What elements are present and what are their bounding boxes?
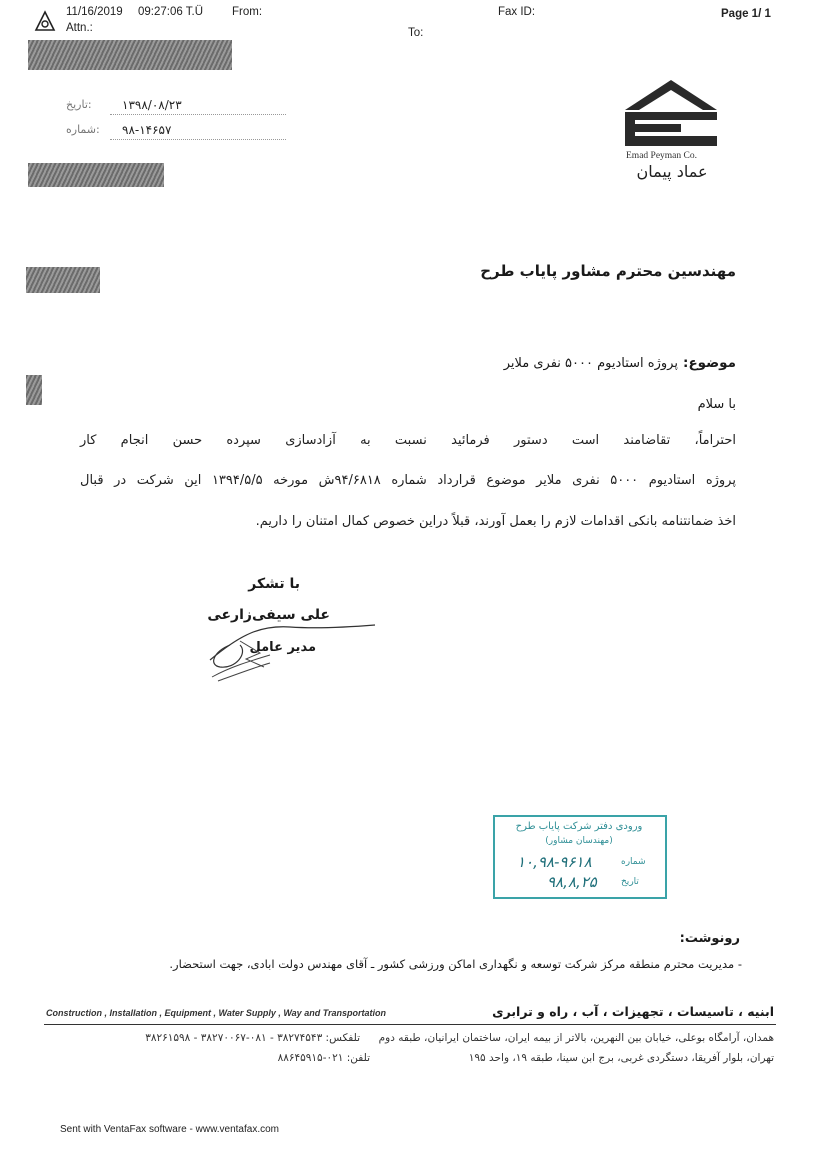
footer-divider [44,1024,776,1025]
fax-footer: Sent with VentaFax software - www.ventafax.com [60,1124,279,1135]
signature-closing: با تشکر [248,576,300,592]
company-logo-icon [625,80,717,150]
redacted-bar-4 [26,375,42,405]
greeting: با سلام [697,397,736,412]
cc-text: - مدیریت محترم منطقه مرکز شرکت توسعه و نگهداری اماکن ورزشی کشور ـ آقای مهندس دولت ابادی، جهت استحضار. [169,957,742,971]
stamp-date-value: ۹۸,۸,۲۵ [547,873,597,891]
letter-date-row [66,98,216,116]
footer-address-hamedan: همدان، آرامگاه بوعلی، خیابان بین النهرین، بالاتر از بیمه ایران، ساختمان ایرانیان، طبقه دوم [378,1032,774,1044]
footer-services-en: Construction , Installation , Equipment , Water Supply , Way and Transportation [46,1008,387,1018]
signature-name: علی سیفی‌زارعی [207,607,330,623]
letter-date-value: ۱۳۹۸/۰۸/۲۳ [122,98,182,112]
redacted-bar-3 [26,267,100,293]
handwritten-signature-icon [200,615,380,685]
fax-id-label: Fax ID: [498,6,536,18]
footer-phones-hamedan: تلفکس: ۳۸۲۷۴۵۴۳ - ۰۸۱-۳۸۲۷۰۰۶۷ - ۳۸۲۶۱۵۹۸ [145,1032,360,1044]
footer-services-fa: ابنیه ، تاسیسات ، تجهیزات ، آب ، راه و ترابری [492,1004,774,1019]
fax-date: 11/16/2019 [66,6,123,18]
stamp-line2: (مهندسان مشاور) [545,836,613,846]
cc-label: رونوشت: [679,931,740,946]
subject-line [380,352,736,371]
subject-text: پروژه استادیوم ۵۰۰۰ نفری ملایر [503,356,678,371]
letter-number-row [66,123,216,141]
stamp-line1: ورودی دفتر شرکت پایاب طرح [515,821,643,832]
subject-label: موضوع: [683,355,736,371]
fax-attn-label: Attn.: [66,22,93,34]
recipient-line: مهندسین محترم مشاور پایاب طرح [480,262,736,280]
company-name-en: Emad Peyman Co. [626,151,697,161]
company-name-fa: عماد پیمان [636,162,708,181]
footer-address-tehran: تهران، بلوار آفریقا، دستگردی غربی، برج ابن سینا، طبقه ۱۹، واحد ۱۹۵ [468,1052,774,1064]
fax-to-label: To: [408,27,424,39]
body-line-3: اخذ ضمانتنامه بانکی اقدامات لازم را بعمل آورند، قبلاً دراین خصوص کمال امتنان را داریم. [255,514,736,529]
fax-from-label: From: [232,6,263,18]
body-line-1: احتراماً، تقاضامند است دستور فرمائید نسبت به آزادسازی سپرده حسن انجام کار [80,433,736,448]
stamp-date-label: تاریخ [621,877,639,887]
letter-number-value: ۹۸-۱۴۶۵۷ [122,123,172,137]
footer-phone-tehran: تلفن: ۰۲۱-۸۸۶۴۵۹۱۵ [277,1052,370,1064]
letter-number-label: شماره: [66,123,100,136]
signature-title: مدیر عامل [249,640,316,655]
fax-time: 09:27:06 T.Ü [138,6,204,18]
redacted-bar-2 [28,163,164,187]
body-line-2: پروژه استادیوم ۵۰۰۰ نفری ملایر موضوع قرارداد شماره ۹۴/۶۸۱۸ش مورخه ۱۳۹۴/۵/۵ این شرکت در قبال [80,473,736,488]
letter-date-label: تاریخ: [66,98,92,111]
fax-page-label: Page 1/ 1 [721,8,771,20]
fax-logo-icon [34,10,56,32]
incoming-stamp [493,815,667,899]
stamp-number-label: شماره [621,857,646,867]
redacted-bar-1 [28,40,232,70]
stamp-number-value: ۱۰,۹۸-۹۶۱۸ [517,853,592,871]
